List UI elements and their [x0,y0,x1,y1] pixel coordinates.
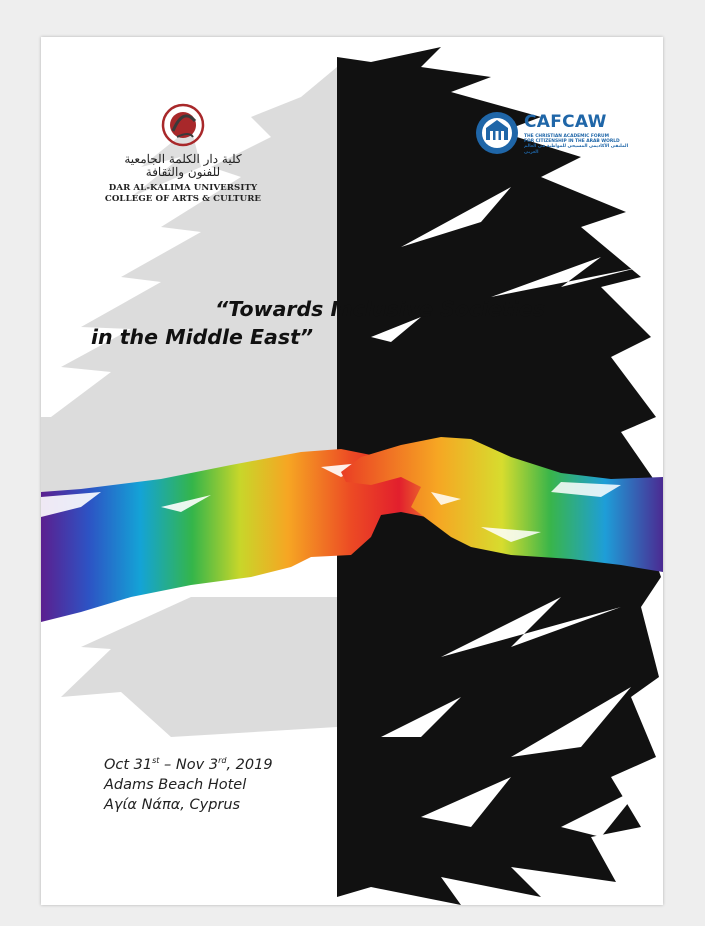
event-dates: Oct 31st – Nov 3rd, 2019 [104,756,273,773]
conference-title [91,295,631,351]
event-venue: Adams Beach Hotel [104,776,247,793]
college-name: COLLEGE OF ARTS & CULTURE [104,194,262,204]
dar-al-kalima-logo [85,101,281,205]
college-name-arabic-line2: للفنون والثقافة [145,165,221,179]
conference-poster [41,37,663,905]
dar-al-kalima-emblem-icon [159,101,207,149]
cafcaw-full-name: THE CHRISTIAN ACADEMIC FORUM FOR CITIZENSHIP IN THE ARAB WORLD الملتقى الأكاديمي المسيحي للمواطنة في العالم العربي [524,134,629,155]
title-line2: in the Middle East” [91,325,314,349]
cafcaw-emblem-icon [474,110,520,156]
title-line1: “Towards Inclusive Societies [215,297,546,321]
event-details [104,751,404,815]
cafcaw-logo [474,110,634,160]
cafcaw-acronym: CAFCAW [524,112,607,132]
college-name-arabic-line1: كلية دار الكلمة الجامعية [124,152,242,166]
university-name: DAR AL-KALIMA UNIVERSITY [108,183,258,193]
event-location: Αγία Νάπα, Cyprus [104,796,241,813]
